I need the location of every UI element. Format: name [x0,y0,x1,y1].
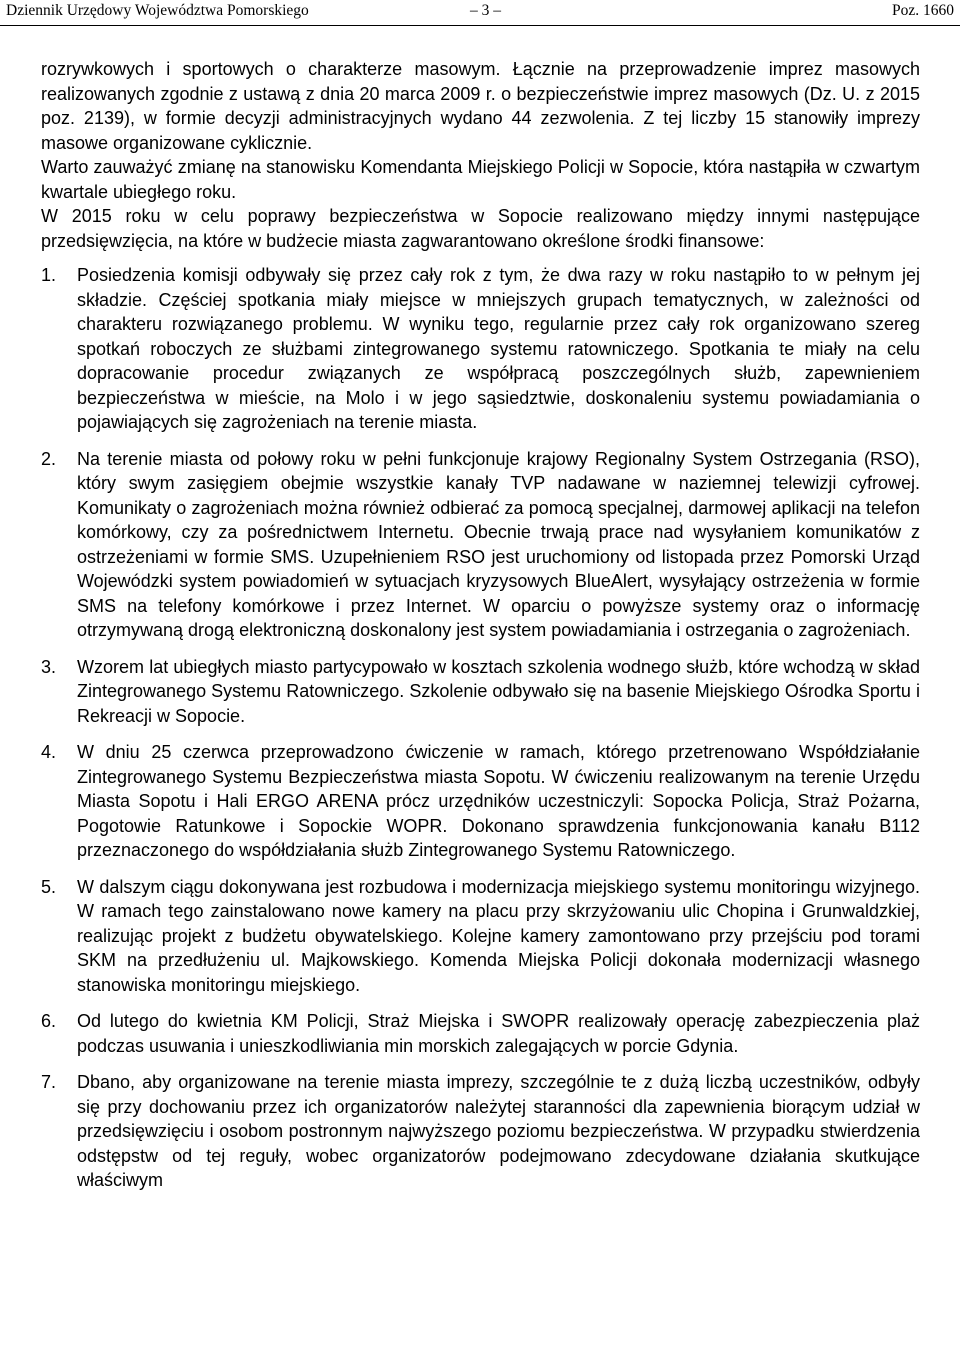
list-item-1 [41,263,920,435]
list-item-3 [41,655,920,729]
list-item-number: 5. [41,876,57,897]
list-item-text: Wzorem lat ubiegłych miasto partycypowało w kosztach szkolenia wodnego służb, które wchodzą w skład Zintegrowanego Systemu Ratowniczego. Szkolenie odbywało się na basenie Miejskiego Ośrodka Sportu i Rekreacji w Sopocie. [77,656,920,726]
list-item-number: 6. [41,1011,57,1031]
intro-paragraph-1: rozrywkowych i sportowych o charakterze masowym. Łącznie na przeprowadzenie imprez masowych realizowanych zgodnie z ustawą z dnia 20 marca 2009 r. o bezpieczeństwie imprez masowych (Dz. U. z 2015 poz. 2139), w formie decyzji administracyjnych wydano 44 zezwolenia. Z tej liczby 15 stanowiły imprezy masowe organizowane cyklicznie. [41,59,920,153]
page-header [0,0,960,30]
list-item-7 [41,1070,920,1193]
list-item-number: 2. [41,448,57,469]
list-item-text: Od lutego do kwietnia KM Policji, Straż Miejska i SWOPR realizowały operację zabezpieczenia plaż podczas usuwania i unieszkodliwiania min morskich zalegających w porcie Gdynia. [77,1011,920,1056]
list-item-text: W dalszym ciągu dokonywana jest rozbudowa i modernizacja miejskiego systemu monitoringu wizyjnego. W ramach tego zainstalowano nowe kamery na placu przy skrzyżowaniu ulic Chopina i Grunwaldzkiej, realizując projekt z budżetu obywatelskiego. Kolejne kamery zamontowano przy przejściu pod torami SKM na przedłużeniu ul. Majkowskiego. Komenda Miejska Policji dokonała modernizacji własnego stanowiska monitoringu miejskiego. [77,876,920,995]
header-divider [0,25,960,26]
list-item-text: Posiedzenia komisji odbywały się przez cały rok z tym, że dwa razy w roku nastąpiło to w pełnym jej składzie. Częściej spotkania miały miejsce w mniejszych grupach tematycznych, w zależności od charakteru rozwiązanego problemu. W wyniku tego, regularnie przez cały rok organizowano szereg spotkań roboczych ze służbami zintegrowanego systemu ratowniczego. Spotkania te miały na celu dopracowanie procedur związanych ze współpracą poszczególnych służb, zapewnieniem bezpieczeństwa w mieście, na Molo i w jego sąsiedztwie, doskonaleniu systemu powiadamiania o pojawiających się zagrożeniach na terenie miasta. [77,265,920,432]
intro-paragraph-3: W 2015 roku w celu poprawy bezpieczeństwa w Sopocie realizowano między innymi następujące przedsięwzięcia, na które w budżecie miasta zagwarantowano określone środki finansowe: [41,206,920,251]
list-item-number: 4. [41,742,57,762]
list-item-text: Na terenie miasta od połowy roku w pełni funkcjonuje krajowy Regionalny System Ostrzegania (RSO), który swym zasięgiem obejmie wszystkie kanały TVP nadawane w naziemnej telewizji cyfrowej. Komunikaty o zagrożeniach można również odbierać za pomocą specjalnej, darmowej aplikacji na telefon komórkowy, czy za pośrednictwem Internetu. Obecnie trwają prace nad wysyłaniem komunikatów z ostrzeżeniami w formie SMS. Uzupełnieniem RSO jest uruchomiony od listopada przez Pomorski Urząd Wojewódzki system powiadomień w sytuacjach kryzysowych BlueAlert, wysyłający ostrzeżenia w formie SMS na telefony komórkowe i przez Internet. W oparciu o powyższe systemy oraz o informację otrzymywaną drogą elektroniczną doskonalony jest system powiadamiania i ostrzegania o zagrożeniach. [77,448,920,640]
list-item-number: 7. [41,1072,57,1092]
page-number: – 3 – [470,2,501,19]
list-item-number: 3. [41,656,57,677]
document-body [41,57,920,1193]
journal-title: Dziennik Urzędowy Województwa Pomorskiego [6,2,309,19]
intro-paragraph-2: Warto zauważyć zmianę na stanowisku Komendanta Miejskiego Policji w Sopocie, która nastąpiła w czwartym kwartale ubiegłego roku. [41,157,920,202]
list-item-text: Dbano, aby organizowane na terenie miasta imprezy, szczególnie te z dużą liczbą uczestników, odbyły się przy dochowaniu przez ich organizatorów należytej staranności dla zapewnienia biorącym udział w przedsięwzięciu i osobom postronnym najwyższego poziomu bezpieczeństwa. W przypadku stwierdzenia odstępstw od tej reguły, wobec organizatorów podejmowano zdecydowane działania skutkujące właściwym [77,1072,920,1190]
list-item-2 [41,447,920,643]
list-item-4 [41,740,920,863]
list-item-6 [41,1009,920,1058]
list-item-text: W dniu 25 czerwca przeprowadzono ćwiczenie w ramach, którego przetrenowano Współdziałanie Zintegrowanego Systemu Bezpieczeństwa miasta Sopotu. W ćwiczeniu realizowanym na terenie Urzędu Miasta Sopotu i Hali ERGO ARENA prócz urzędników uczestniczyli: Sopocka Policja, Straż Pożarna, Pogotowie Ratunkowe i Sopockie WOPR. Dokonano sprawdzenia funkcjonowania kanału B112 przeznaczonego do współdziałania służb Zintegrowanego Systemu Ratowniczego. [77,742,920,860]
position-number: Poz. 1660 [892,2,954,19]
list-item-number: 1. [41,265,57,285]
list-item-5 [41,875,920,998]
